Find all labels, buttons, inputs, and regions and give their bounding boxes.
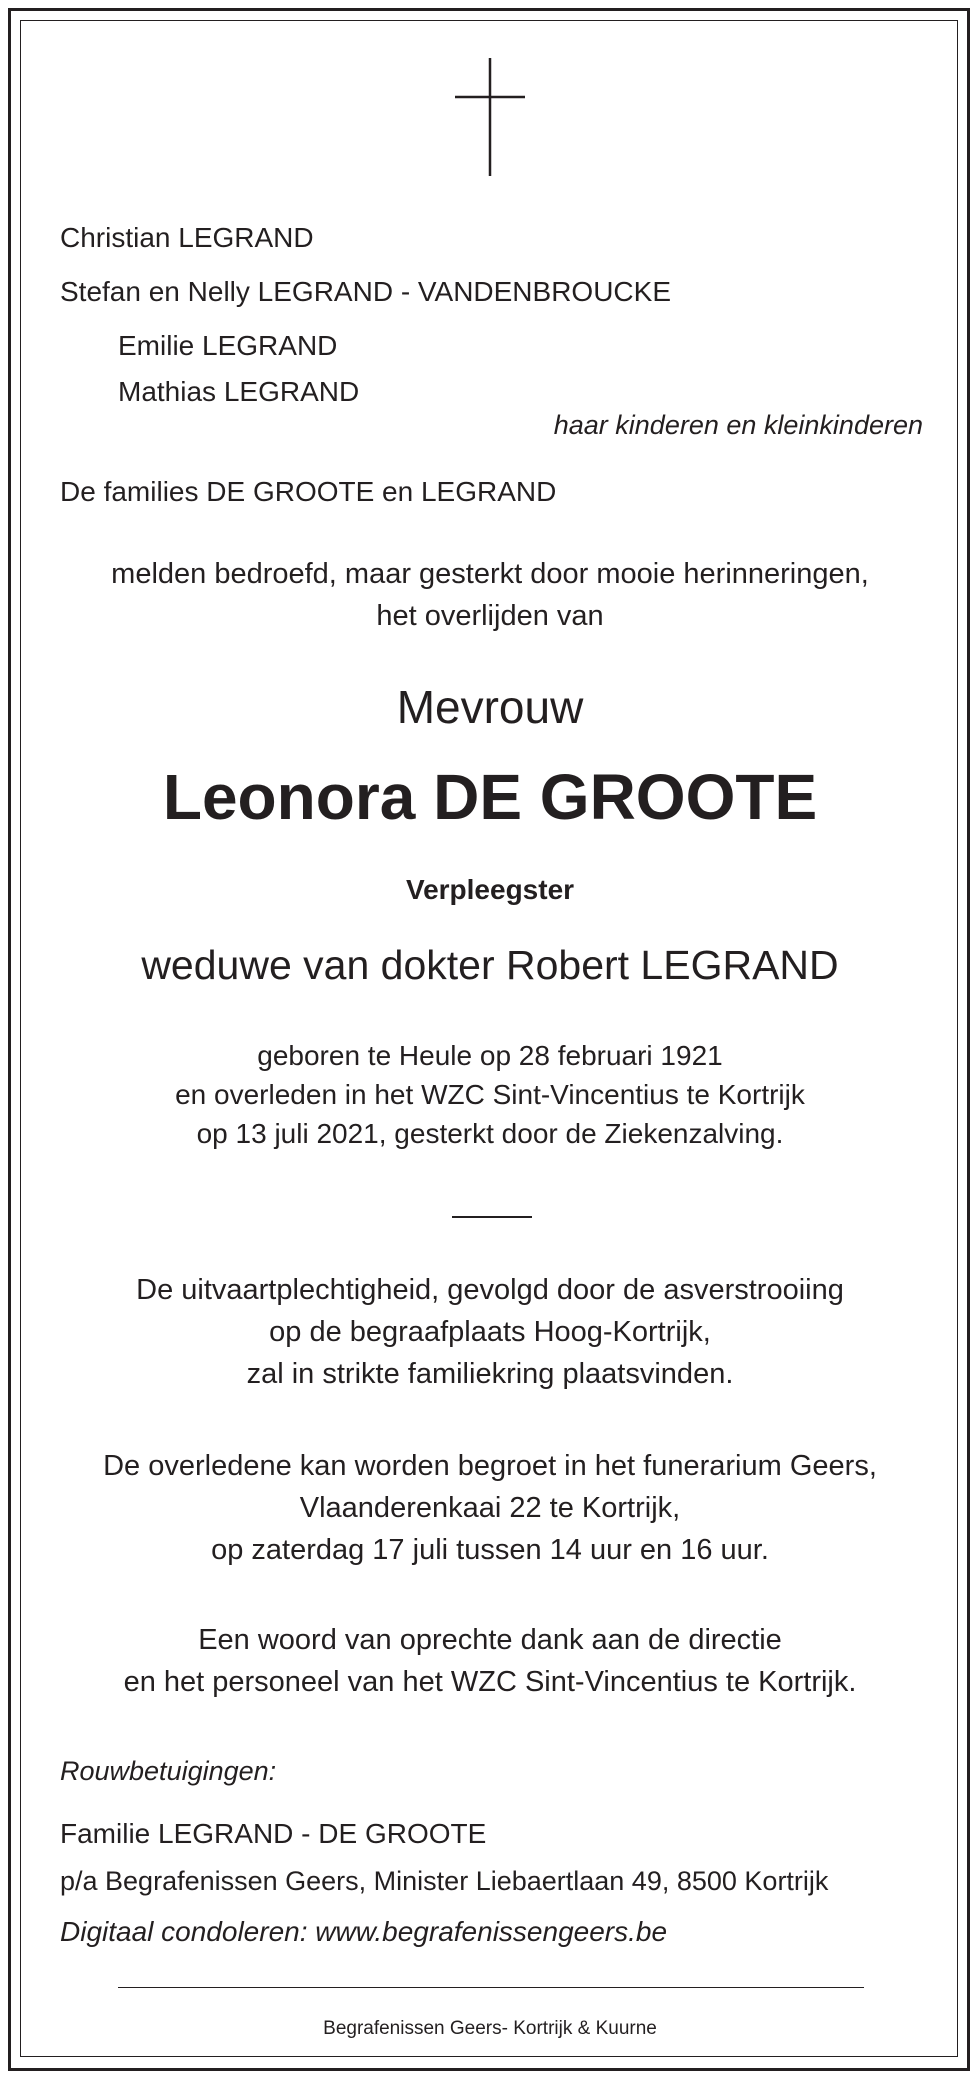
digital-condolence-link[interactable]: Digitaal condoleren: www.begrafenissengeers.be: [60, 1916, 668, 1947]
separator-long: [118, 1987, 864, 1988]
separator-short: [452, 1216, 532, 1218]
deceased-title: Mevrouw: [396, 681, 584, 733]
families-line: De families DE GROOTE en LEGRAND: [60, 476, 557, 507]
viewing-line-1: De overledene kan worden begroet in het funerarium Geers,: [103, 1450, 877, 1482]
condolences-heading: Rouwbetuigingen:: [60, 1756, 277, 1786]
child-christian: Christian LEGRAND: [60, 222, 314, 253]
life-line-3: op 13 juli 2021, gesterkt door de Ziekenzalving.: [196, 1118, 784, 1149]
grandchild-emilie: Emilie LEGRAND: [118, 330, 338, 361]
deceased-name: Leonora DE GROOTE: [162, 761, 818, 833]
thanks-line-1: Een woord van oprechte dank aan de directie: [198, 1624, 782, 1656]
footer-company: Begrafenissen Geers- Kortrijk & Kuurne: [323, 2018, 657, 2039]
relation-note: haar kinderen en kleinkinderen: [553, 410, 923, 440]
announcement-line-2: het overlijden van: [376, 600, 604, 632]
condolences-address: p/a Begrafenissen Geers, Minister Liebaertlaan 49, 8500 Kortrijk: [60, 1866, 829, 1896]
life-line-1: geboren te Heule op 28 februari 1921: [257, 1040, 723, 1071]
funeral-line-1: De uitvaartplechtigheid, gevolgd door de asverstrooiing: [136, 1274, 844, 1306]
announcement-line-1: melden bedroefd, maar gesterkt door mooie herinneringen,: [111, 558, 869, 590]
condolences-family: Familie LEGRAND - DE GROOTE: [60, 1818, 487, 1849]
deceased-profession: Verpleegster: [405, 874, 575, 905]
thanks-line-2: en het personeel van het WZC Sint-Vincentius te Kortrijk.: [123, 1666, 857, 1698]
cross-icon: [453, 58, 527, 178]
inner-border: [20, 20, 958, 2057]
child-stefan-nelly: Stefan en Nelly LEGRAND - VANDENBROUCKE: [60, 276, 671, 307]
viewing-line-3: op zaterdag 17 juli tussen 14 uur en 16 uur.: [211, 1534, 769, 1566]
life-line-2: en overleden in het WZC Sint-Vincentius te Kortrijk: [175, 1079, 805, 1110]
funeral-line-3: zal in strikte familiekring plaatsvinden.: [246, 1358, 734, 1390]
deceased-spouse: weduwe van dokter Robert LEGRAND: [141, 942, 839, 988]
funeral-line-2: op de begraafplaats Hoog-Kortrijk,: [269, 1316, 711, 1348]
viewing-line-2: Vlaanderenkaai 22 te Kortrijk,: [299, 1492, 681, 1524]
grandchild-mathias: Mathias LEGRAND: [118, 376, 360, 407]
